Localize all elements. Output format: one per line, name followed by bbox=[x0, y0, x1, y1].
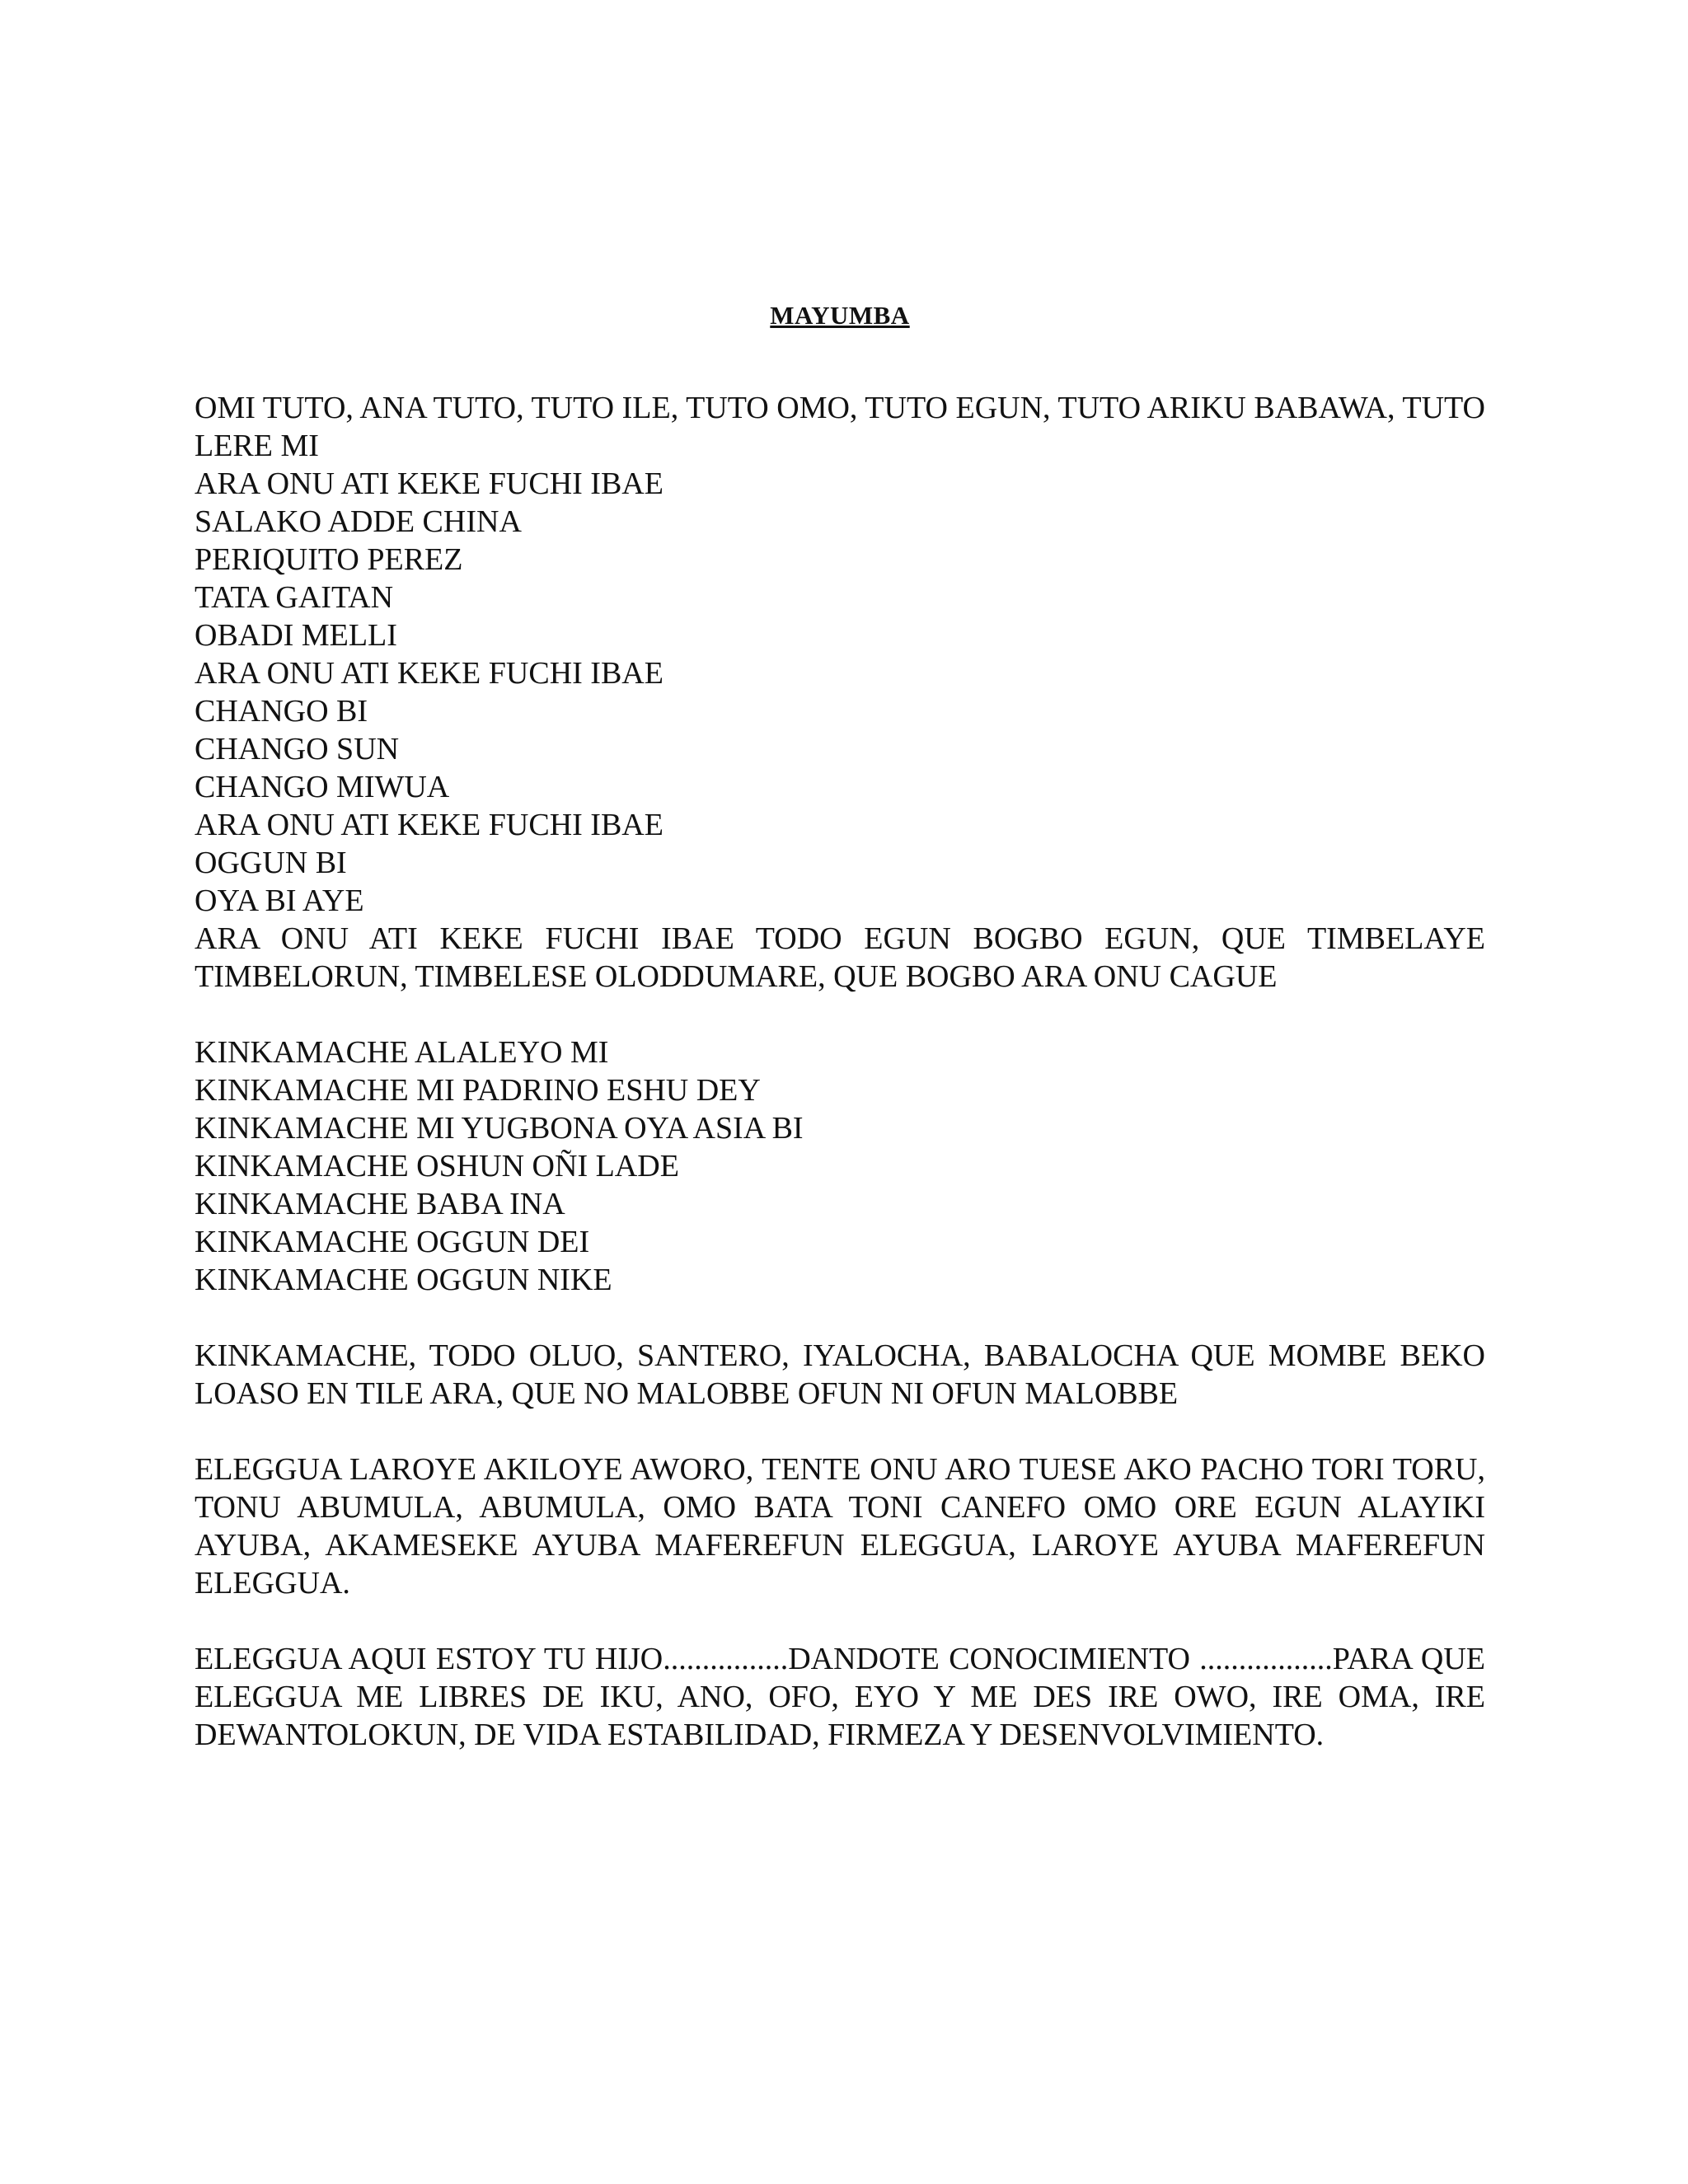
text-line: CHANGO MIWUA bbox=[195, 770, 450, 804]
paragraph: ELEGGUA LAROYE AKILOYE AWORO, TENTE ONU ARO TUESE AKO PACHO TORI TORU, TONU ABUMULA, ABUMULA, OMO BATA TONI CANEFO OMO ORE EGUN ALAYIKI AYUBA, AKAMESEKE AYUBA MAFEREFUN ELEGGUA, LAROYE AYUBA MAFEREFUN ELEGGUA. bbox=[195, 1452, 1485, 1601]
text-line: ARA ONU ATI KEKE FUCHI IBAE bbox=[195, 656, 663, 691]
prayer-block-1 bbox=[195, 389, 1485, 996]
text-line: OYA BI AYE bbox=[195, 883, 364, 918]
document-page bbox=[195, 297, 1485, 1792]
text-line: KINKAMACHE OGGUN NIKE bbox=[195, 1263, 612, 1297]
paragraph: ELEGGUA AQUI ESTOY TU HIJO................DANDOTE CONOCIMIENTO .................PARA QUE ELEGGUA ME LIBRES DE IKU, ANO, OFO, EYO Y ME DES IRE OWO, IRE OMA, IRE DEWANTOLOKUN, DE VIDA ESTABILIDAD, FIRMEZA Y DESENVOLVIMIENTO. bbox=[195, 1642, 1485, 1752]
text-line: ARA ONU ATI KEKE FUCHI IBAE bbox=[195, 808, 663, 842]
text-line: ARA ONU ATI KEKE FUCHI IBAE bbox=[195, 466, 663, 501]
paragraph: KINKAMACHE, TODO OLUO, SANTERO, IYALOCHA, BABALOCHA QUE MOMBE BEKO LOASO EN TILE ARA, QUE NO MALOBBE OFUN NI OFUN MALOBBE bbox=[195, 1338, 1485, 1411]
text-line: PERIQUITO PEREZ bbox=[195, 542, 463, 577]
text-line: OGGUN BI bbox=[195, 846, 347, 880]
text-line: SALAKO ADDE CHINA bbox=[195, 504, 522, 539]
text-line: TATA GAITAN bbox=[195, 580, 394, 615]
document-title: MAYUMBA bbox=[770, 301, 910, 330]
text-line: OBADI MELLI bbox=[195, 618, 397, 653]
prayer-block-2 bbox=[195, 1033, 1485, 1299]
paragraph: ARA ONU ATI KEKE FUCHI IBAE TODO EGUN BOGBO EGUN, QUE TIMBELAYE TIMBELORUN, TIMBELESE OLODDUMARE, QUE BOGBO ARA ONU CAGUE bbox=[195, 921, 1485, 994]
text-line: CHANGO BI bbox=[195, 694, 368, 729]
prayer-block-5 bbox=[195, 1640, 1485, 1754]
text-line: KINKAMACHE OSHUN OÑI LADE bbox=[195, 1149, 679, 1183]
text-line: CHANGO SUN bbox=[195, 732, 400, 766]
paragraph: OMI TUTO, ANA TUTO, TUTO ILE, TUTO OMO, TUTO EGUN, TUTO ARIKU BABAWA, TUTO LERE MI bbox=[195, 391, 1485, 463]
text-line: KINKAMACHE ALALEYO MI bbox=[195, 1035, 609, 1070]
prayer-block-4 bbox=[195, 1451, 1485, 1602]
text-line: KINKAMACHE BABA INA bbox=[195, 1187, 565, 1221]
text-line: KINKAMACHE MI PADRINO ESHU DEY bbox=[195, 1073, 761, 1108]
prayer-block-3 bbox=[195, 1337, 1485, 1413]
text-line: KINKAMACHE OGGUN DEI bbox=[195, 1225, 590, 1259]
text-line: KINKAMACHE MI YUGBONA OYA ASIA BI bbox=[195, 1111, 804, 1146]
